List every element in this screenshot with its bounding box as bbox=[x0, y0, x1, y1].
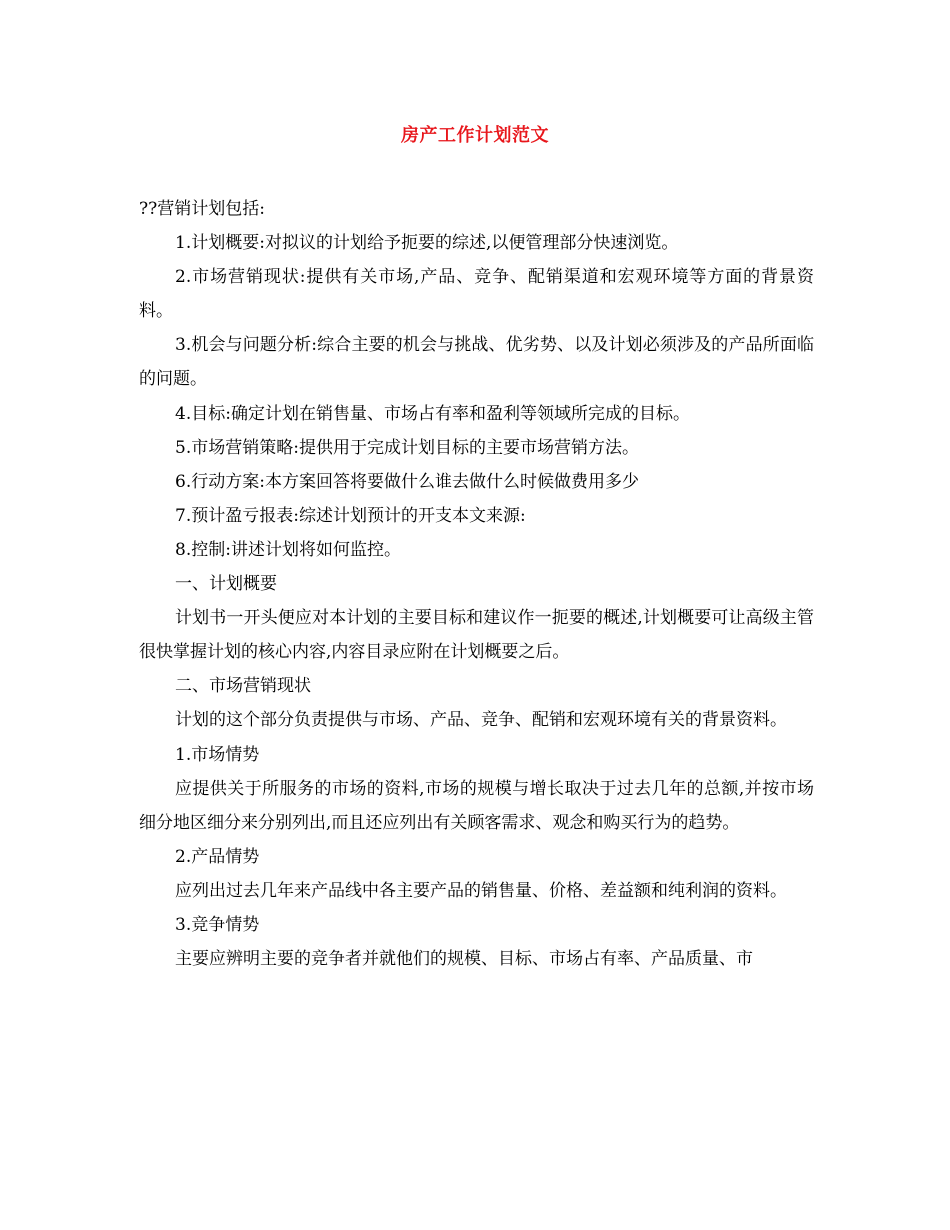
paragraph: 应提供关于所服务的市场的资料,市场的规模与增长取决于过去几年的总额,并按市场细分地区细分来分别列出,而且还应列出有关顾客需求、观念和购买行为的趋势。 bbox=[139, 778, 814, 833]
paragraph: 二、市场营销现状 bbox=[175, 676, 311, 697]
paragraph: 主要应辨明主要的竞争者并就他们的规模、目标、市场占有率、产品质量、市 bbox=[175, 949, 753, 970]
paragraph: ??营销计划包括: bbox=[139, 199, 265, 219]
paragraph: 5.市场营销策略:提供用于完成计划目标的主要市场营销方法。 bbox=[175, 437, 639, 458]
paragraph: 计划书一开头便应对本计划的主要目标和建议作一扼要的概述,计划概要可让高级主管很快掌握计划的核心内容,内容目录应附在计划概要之后。 bbox=[139, 608, 814, 663]
paragraph: 1.市场情势 bbox=[175, 744, 260, 765]
paragraph: 4.目标:确定计划在销售量、市场占有率和盈利等领域所完成的目标。 bbox=[175, 403, 690, 424]
paragraph: 应列出过去几年来产品线中各主要产品的销售量、价格、差益额和纯利润的资料。 bbox=[175, 880, 787, 901]
paragraph: 1.计划概要:对拟议的计划给予扼要的综述,以便管理部分快速浏览。 bbox=[175, 233, 679, 254]
document-body bbox=[139, 192, 814, 976]
paragraph: 3.竞争情势 bbox=[175, 914, 260, 935]
paragraph: 计划的这个部分负责提供与市场、产品、竞争、配销和宏观环境有关的背景资料。 bbox=[175, 710, 787, 731]
paragraph: 7.预计盈亏报表:综述计划预计的开支本文来源: bbox=[175, 505, 526, 526]
paragraph: 6.行动方案:本方案回答将要做什么谁去做什么时候做费用多少 bbox=[175, 471, 639, 492]
paragraph: 一、计划概要 bbox=[175, 574, 277, 595]
document-title: 房产工作计划范文 bbox=[401, 125, 549, 146]
paragraph: 8.控制:讲述计划将如何监控。 bbox=[175, 539, 401, 560]
paragraph: 2.市场营销现状:提供有关市场,产品、竞争、配销渠道和宏观环境等方面的背景资料。 bbox=[139, 267, 814, 322]
paragraph: 2.产品情势 bbox=[175, 846, 260, 867]
paragraph: 3.机会与问题分析:综合主要的机会与挑战、优劣势、以及计划必须涉及的产品所面临的问题。 bbox=[139, 335, 814, 390]
